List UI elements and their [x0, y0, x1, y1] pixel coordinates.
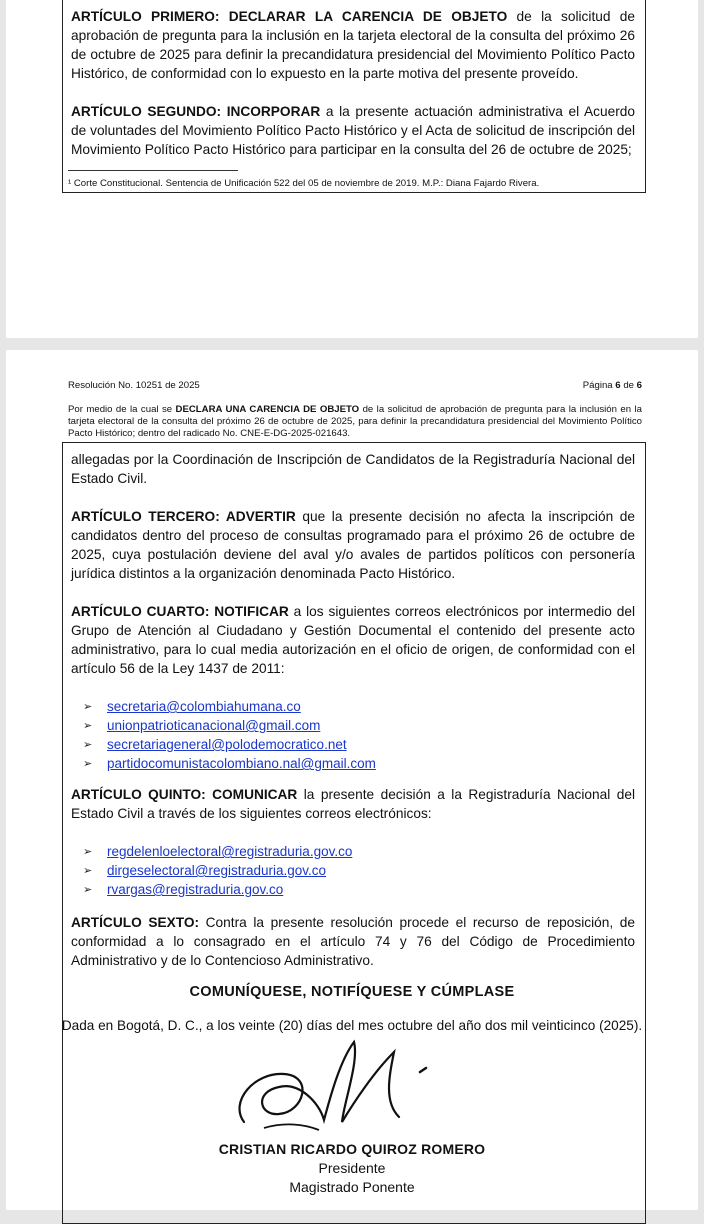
email-link[interactable]: dirgeselectoral@registraduria.gov.co — [107, 863, 327, 878]
document-page-6 — [6, 350, 698, 1210]
arrow-bullet-icon: ➢ — [83, 739, 93, 751]
page-header — [68, 380, 642, 440]
signer-role: Presidente — [318, 1160, 386, 1176]
signer-title: Magistrado Ponente — [289, 1179, 415, 1195]
text-frame — [62, 0, 646, 193]
footnote: ¹ Corte Constitucional. Sentencia de Unificación 522 del 05 de noviembre de 2019. M.P.: Diana Fajardo Rivera. — [68, 178, 540, 189]
list-item — [83, 754, 635, 773]
arrow-bullet-icon: ➢ — [83, 701, 93, 713]
page-number: Página 6 de 6 — [582, 380, 642, 391]
arrow-bullet-icon: ➢ — [83, 884, 93, 896]
footnote-divider — [68, 170, 238, 171]
communicate-email-list — [83, 842, 635, 899]
dated-line: Dada en Bogotá, D. C., a los veinte (20) días del mes octubre del año dos mil veinticinco (2025). — [61, 1018, 643, 1033]
email-link[interactable]: regdelenloelectoral@registraduria.gov.co — [107, 844, 353, 859]
continuation-text: allegadas por la Coordinación de Inscripción de Candidatos de la Registraduría Nacional del Estado Civil. — [71, 452, 635, 486]
article-primero: ARTÍCULO PRIMERO: DECLARAR LA CARENCIA DE OBJETO de la solicitud de aprobación de pregunta para la inclusión en la tarjeta electoral de la consulta del próximo 26 de octubre de 2025 para definir la precandidatura presidencial del Movimiento Político Pacto Histórico, de conformidad con lo expuesto en la parte motiva del presente proveído. — [71, 9, 635, 81]
email-link[interactable]: secretariageneral@polodemocratico.net — [107, 737, 347, 752]
arrow-bullet-icon: ➢ — [83, 846, 93, 858]
header-summary: Por medio de la cual se DECLARA UNA CARENCIA DE OBJETO de la solicitud de aprobación de pregunta para la inclusión en la tarjeta electoral de la consulta del próximo 26 de octubre de 2025, para definir la precandidatura presidencial del Movimiento Político Pacto Histórico; dentro del radicado No. CNE-E-DG-2025-021643. — [68, 404, 642, 439]
article-quinto: ARTÍCULO QUINTO: COMUNICAR la presente decisión a la Registraduría Nacional del Estado Civil a través de los siguientes correos electrónicos: — [71, 787, 635, 821]
list-item — [83, 861, 635, 880]
arrow-bullet-icon: ➢ — [83, 720, 93, 732]
article-cuarto: ARTÍCULO CUARTO: NOTIFICAR a los siguientes correos electrónicos por intermedio del Grupo de Atención al Ciudadano y Gestión Documental el contenido del presente acto administrativo, para lo cual media autorización en el oficio de origen, de conformidad con el artículo 56 de la Ley 1437 de 2011: — [71, 604, 635, 676]
list-item — [83, 716, 635, 735]
signer-name: CRISTIAN RICARDO QUIROZ ROMERO — [218, 1141, 486, 1157]
handwritten-signature — [224, 1032, 464, 1142]
article-sexto: ARTÍCULO SEXTO: Contra la presente resolución procede el recurso de reposición, de conformidad a lo consagrado en el artículo 74 y 76 del Código de Procedimiento Administrativo y de lo Contencioso Administrativo. — [71, 915, 635, 968]
email-link[interactable]: unionpatrioticanacional@gmail.com — [107, 718, 321, 733]
notify-email-list — [83, 697, 635, 773]
document-page-5 — [6, 0, 698, 338]
list-item — [83, 880, 635, 899]
resolution-number: Resolución No. 10251 de 2025 — [68, 380, 200, 391]
email-link[interactable]: secretaria@colombiahumana.co — [107, 699, 301, 714]
article-segundo: ARTÍCULO SEGUNDO: INCORPORAR a la presente actuación administrativa el Acuerdo de voluntades del Movimiento Político Pacto Histórico y el Acta de solicitud de inscripción del Movimiento Político Pacto Histórico para participar en la consulta del 26 de octubre de 2025; — [71, 104, 635, 157]
email-link[interactable]: partidocomunistacolombiano.nal@gmail.com — [107, 756, 376, 771]
list-item — [83, 842, 635, 861]
arrow-bullet-icon: ➢ — [83, 865, 93, 877]
email-link[interactable]: rvargas@registraduria.gov.co — [107, 882, 284, 897]
list-item — [83, 697, 635, 716]
article-tercero: ARTÍCULO TERCERO: ADVERTIR que la presente decisión no afecta la inscripción de candidatos dentro del proceso de consultas programado para el próximo 26 de octubre de 2025, cuya postulación deviene del aval y/o avales de partidos políticos con personería jurídica distintos a la organización denominada Pacto Histórico. — [71, 509, 635, 581]
closing-formula: COMUNÍQUESE, NOTIFÍQUESE Y CÚMPLASE — [189, 984, 515, 1000]
list-item — [83, 735, 635, 754]
arrow-bullet-icon: ➢ — [83, 758, 93, 770]
